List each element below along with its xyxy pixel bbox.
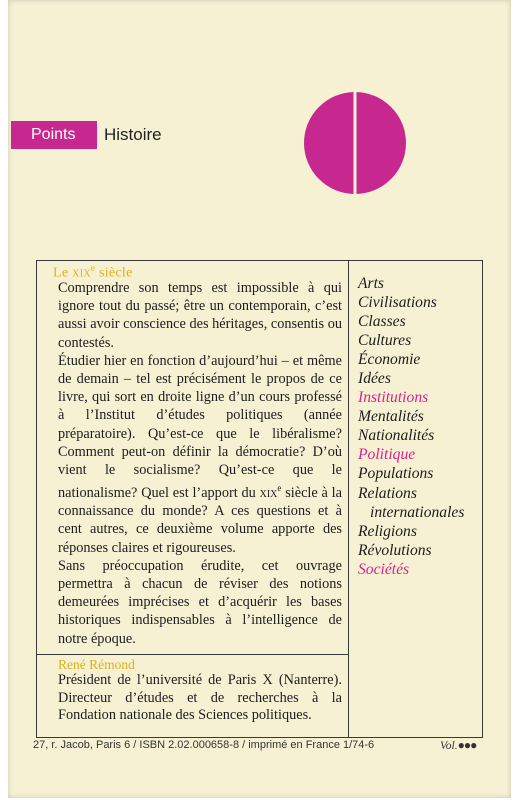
publisher-footer: 27, r. Jacob, Paris 6 / ISBN 2.02.000658-8 / imprimé en France 1/74-6 [33,739,375,751]
subject-item: Mentalités [358,408,424,426]
subject-item: Idées [358,370,391,388]
paragraph-3: Sans préoccupation érudite, cet ouvrage permettra à chacun de réviser des notions demeurées imprécises et d’acquérir les bases historiques indispensables à l’intelligence de notre époque. [58,557,342,647]
paragraph-2: Étudier hier en fonction d’aujourd’hui – et même de demain – tel est précisément le propos de ce livre, qui sort en droite ligne d’un cours professé à l’Institut d’études politiques (année préparatoire). Qu’est-ce que le libéralisme? Comment peut-on définir la démocratie? D’où vient le socialisme? Qu’est-ce que le nationalisme? Quel est l’apport du xix$^e$ siècle à la connaissance du monde? A ces questions et à cent autres, ce deuxième volume apporte des réponses claires et rigoureuses. [58,352,342,556]
subject-item-highlighted: Sociétés [358,560,410,578]
subject-item: Nationalités [358,427,435,445]
volume-indicator: Vol.●●● [440,738,477,752]
subject-item: Religions [358,522,417,540]
subject-item: internationales [370,503,465,521]
subject-item: Cultures [358,332,412,350]
collection-label: Histoire [104,125,162,144]
subject-item: Populations [358,465,434,483]
section-title: Le xix$^e$ siècle [53,263,133,281]
subject-item: Révolutions [358,541,432,559]
column-divider [348,260,349,738]
author-name: René Rémond [58,657,135,672]
subject-list [358,274,483,579]
subject-item: Civilisations [358,294,437,312]
subject-item-highlighted: Institutions [358,389,429,407]
series-label: Points [11,121,97,149]
subject-item: Classes [358,313,406,331]
subject-item: Arts [358,275,384,292]
author-divider [36,654,349,655]
split-circle-logo-icon [302,90,408,196]
subject-item: Relations [358,484,417,502]
subject-item-highlighted: Politique [358,446,416,464]
description-text [58,279,342,648]
paragraph-1: Comprendre son temps est impossible à qui ignore tout du passé; être un contemporain, c’est aussi avoir conscience des héritages, consentis ou contestés. [58,280,342,351]
subject-item: Économie [358,351,421,369]
volume-dots: ●●● [457,738,477,752]
author-bio: Président de l’université de Paris X (Nanterre). Directeur d’études et de recherches à la Fondation nationale des Sciences politiques. [58,672,342,723]
